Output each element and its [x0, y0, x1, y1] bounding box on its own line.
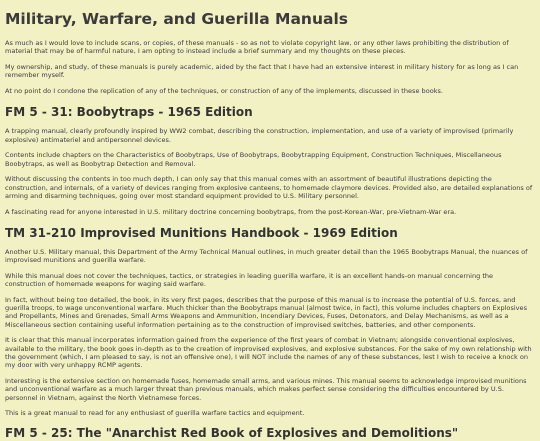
section-paragraph: While this manual does not cover the techniques, tactics, or strategies in leading guerilla warfare, it is an excellent hands-on manual concerning the construction of homemade weapons for waging said warfare.: [5, 271, 494, 289]
page-title: Military, Warfare, and Guerilla Manuals: [5, 10, 348, 28]
intro-paragraph-2: My ownership, and study, of these manuals is purely academic, aided by the fact that I have had an extensive interest in military history for as long as I can remember myself.: [5, 62, 519, 80]
section-paragraph: It is clear that this manual incorporates information gained from the experience of the first years of combat in Vietnam; alongside conventional explosives, available to the military, the book goes in-depth as to the creation of improvised explosives, and explosive substances. For the sake of my own relationship with the government (which, I am pleased to say, is not an offensive one), I will NOT include the names of any of these substances, lest I wish to receive a knock on my door with very unhappy RCMP agents.: [5, 336, 532, 370]
section-anarchist-red-book: [5, 426, 535, 441]
intro-section: [5, 39, 535, 95]
section-heading: FM 5 - 31: Boobytraps - 1965 Edition: [5, 105, 253, 120]
section-paragraph: Contents include chapters on the Characteristics of Boobytraps, Use of Boobytraps, Boobytrapping Equipment, Construction Techniques, Miscellaneous Boobytraps, as well as Boobytrap Detection and Removal.: [5, 151, 502, 168]
section-paragraph: Another U.S. Military manual, this Department of the Army Technical Manual outlines, in much greater detail than the 1965 Boobytraps Manual, the nuances of improvised munitions and guerilla warfare.: [5, 247, 528, 265]
section-paragraph: This is a great manual to read for any enthusiast of guerilla warfare tactics and equipment.: [5, 409, 305, 418]
section-paragraph: A fascinating read for anyone interested in U.S. military doctrine concerning boobytraps, from the post-Korean-War, pre-Vietnam-War era.: [5, 207, 457, 216]
section-improvised-munitions: [5, 226, 535, 418]
section-paragraph: Interesting is the extensive section on homemade fuses, homemade small arms, and various mines. This manual seems to acknowledge improvised munitions and unconventional warfare as a much larger threat than previous manuals, which makes perfect sense considering the difficulties encountered by U.S. personnel in Vietnam, against the North Vietnamese forces.: [5, 376, 527, 402]
section-heading: TM 31-210 Improvised Munitions Handbook - 1969 Edition: [5, 225, 398, 240]
section-paragraph: Without discussing the contents in too much depth, I can only say that this manual comes with an assortment of beautiful illustrations depicting the construction, and internals, of a variety of devices ranging from explosive canteens, to homemade claymore devices. Provided also, are detailed explanations of arming and disarming techniques, going over most standard equipment provided to U.S. Military personnel.: [5, 175, 533, 200]
intro-paragraph-1: As much as I would love to include scans, or copies, of these manuals - so as not to violate copyright law, or any other laws prohibiting the distribution of material that may be of harmful nature, I am opting to instead include a brief summary and my thoughts on these pieces.: [5, 39, 509, 56]
section-paragraph: In fact, without being too detailed, the book, in its very first pages, describes that the purpose of this manual is to increase the potential of U.S. forces, and guerilla troops, to wage unconventional warfare. Much thicker than the Boobytraps manual (almost twice, in fact), this volume includes chapters on Explosives and Propellants, Mines and Grenades, Small Arms Weapons and Ammunition, Incendiary Devices, Fuses, Detonators, and Delay Mechanisms, as well as a Miscellaneous section containing useful information pertaining as to the construction of improvised switches, batteries, and other components.: [5, 295, 527, 329]
section-paragraph: A trapping manual, clearly profoundly inspired by WW2 combat, describing the construction, implementation, and use of a variety of improvised (primarily explosive) antimateriel and antipersonnel devices.: [5, 127, 514, 144]
intro-paragraph-3: At no point do I condone the replication of any of the techniques, or construction of any of the implements, discussed in these books.: [5, 86, 443, 95]
section-boobytraps: [5, 105, 535, 216]
section-heading: FM 5 - 25: The "Anarchist Red Book of Explosives and Demolitions": [5, 425, 459, 440]
